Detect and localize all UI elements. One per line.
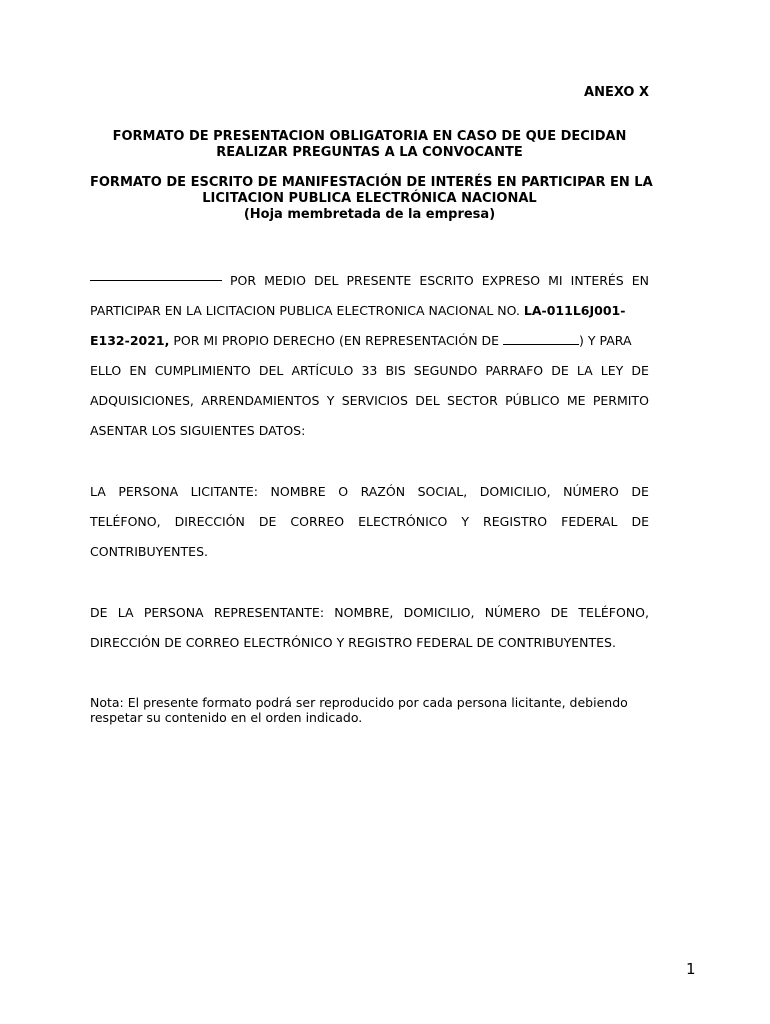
paragraph-line: CONTRIBUYENTES.	[90, 544, 208, 559]
paragraph-line	[90, 598, 649, 628]
word: REPRESENTANTE:	[213, 605, 325, 620]
representation-blank-line	[503, 330, 579, 345]
word: FEDERAL	[561, 514, 618, 529]
word: TELÉFONO,	[90, 514, 161, 529]
word: NOMBRE	[270, 484, 326, 499]
note-line-1: Nota: El presente formato podrá ser reproducido por cada persona licitante, debiendo	[90, 695, 628, 710]
word: O	[338, 484, 349, 499]
interest-paragraph	[90, 266, 649, 446]
word: ARTÍCULO	[291, 363, 354, 378]
word: ARRENDAMIENTOS	[201, 393, 320, 408]
word: ELLO	[90, 363, 122, 378]
representation-text: POR MI PROPIO DERECHO (EN REPRESENTACIÓN DE	[173, 333, 500, 348]
word: PERSONA	[143, 605, 204, 620]
word: ME	[566, 393, 586, 408]
word: DE	[631, 514, 649, 529]
word: DE	[631, 484, 649, 499]
word: EN	[129, 363, 147, 378]
representation-text-end: ) Y PARA	[579, 333, 632, 348]
tender-text: PARTICIPAR EN LA LICITACION PUBLICA ELECTRONICA NACIONAL NO.	[90, 303, 520, 318]
letterhead-note: (Hoja membretada de la empresa)	[243, 207, 496, 222]
word: ADQUISICIONES,	[90, 393, 194, 408]
word: REGISTRO	[483, 514, 548, 529]
word: LEY	[600, 363, 624, 378]
note-line-2: respetar su contenido en el orden indicado.	[90, 710, 363, 725]
word: EXPRESO	[481, 273, 541, 288]
word: RAZÓN	[360, 484, 406, 499]
word: SEGUNDO	[413, 363, 478, 378]
paragraph-line	[90, 356, 649, 386]
word: LA	[90, 484, 106, 499]
word: SOCIAL,	[417, 484, 468, 499]
paragraph-line	[90, 326, 649, 356]
word: BIS	[385, 363, 406, 378]
word: Y	[461, 514, 470, 529]
word: DOMICILIO,	[479, 484, 551, 499]
word: DOMICILIO,	[403, 605, 475, 620]
paragraph-line	[90, 507, 649, 537]
format-heading-line-1: FORMATO DE PRESENTACION OBLIGATORIA EN CASO DE QUE DECIDAN	[112, 129, 627, 144]
word: PRESENTE	[346, 273, 412, 288]
word: DEL	[258, 363, 284, 378]
word: EN	[631, 273, 649, 288]
word: ESCRITO	[419, 273, 474, 288]
word: NÚMERO	[484, 605, 541, 620]
format-heading-line-2: REALIZAR PREGUNTAS A LA CONVOCANTE	[216, 145, 523, 160]
representative-data-paragraph	[90, 598, 649, 658]
document-title	[90, 175, 653, 223]
paragraph-line	[90, 386, 649, 416]
format-heading	[90, 129, 649, 161]
word: CUMPLIMIENTO	[154, 363, 251, 378]
bidder-data-paragraph	[90, 477, 649, 567]
word: CORREO	[290, 514, 345, 529]
word: PÚBLICO	[505, 393, 560, 408]
word: NÚMERO	[563, 484, 619, 499]
page-number: 1	[686, 960, 696, 978]
word: LA	[576, 363, 593, 378]
word: DE	[258, 514, 277, 529]
paragraph-line	[90, 477, 649, 507]
word: MI	[548, 273, 563, 288]
name-blank-line	[90, 266, 222, 281]
word: DIRECCIÓN	[174, 514, 245, 529]
word: MEDIO	[264, 273, 306, 288]
word: ELECTRÓNICO	[358, 514, 448, 529]
tender-number-part-2: E132-2021,	[90, 333, 170, 348]
paragraph-line	[90, 296, 649, 326]
tender-number-part-1: LA-011L6J001-	[523, 303, 626, 318]
word: DEL	[415, 393, 440, 408]
word: DE	[551, 363, 569, 378]
word: POR	[230, 273, 257, 288]
word: DE	[550, 605, 569, 620]
word: LA	[117, 605, 134, 620]
word: INTERÉS	[570, 273, 624, 288]
word: LICITANTE:	[190, 484, 259, 499]
word: DEL	[313, 273, 339, 288]
word: TELÉFONO,	[578, 605, 649, 620]
word: SECTOR	[447, 393, 498, 408]
document-title-line-2: LICITACION PUBLICA ELECTRÓNICA NACIONAL	[202, 191, 537, 206]
paragraph-line	[90, 266, 649, 296]
document-title-line-1: FORMATO DE ESCRITO DE MANIFESTACIÓN DE INTERÉS EN PARTICIPAR EN LA	[90, 175, 653, 190]
paragraph-line: DIRECCIÓN DE CORREO ELECTRÓNICO Y REGISTRO FEDERAL DE CONTRIBUYENTES.	[90, 635, 616, 650]
word: Y	[326, 393, 335, 408]
annex-label: ANEXO X	[584, 85, 649, 100]
note	[90, 695, 649, 725]
paragraph-line: ASENTAR LOS SIGUIENTES DATOS:	[90, 423, 306, 438]
word: DE	[90, 605, 108, 620]
word: SERVICIOS	[341, 393, 408, 408]
word: PERMITO	[592, 393, 649, 408]
word: NOMBRE,	[334, 605, 394, 620]
word: 33	[361, 363, 378, 378]
word: DE	[631, 363, 649, 378]
word: PERSONA	[118, 484, 179, 499]
word: PARRAFO	[485, 363, 544, 378]
